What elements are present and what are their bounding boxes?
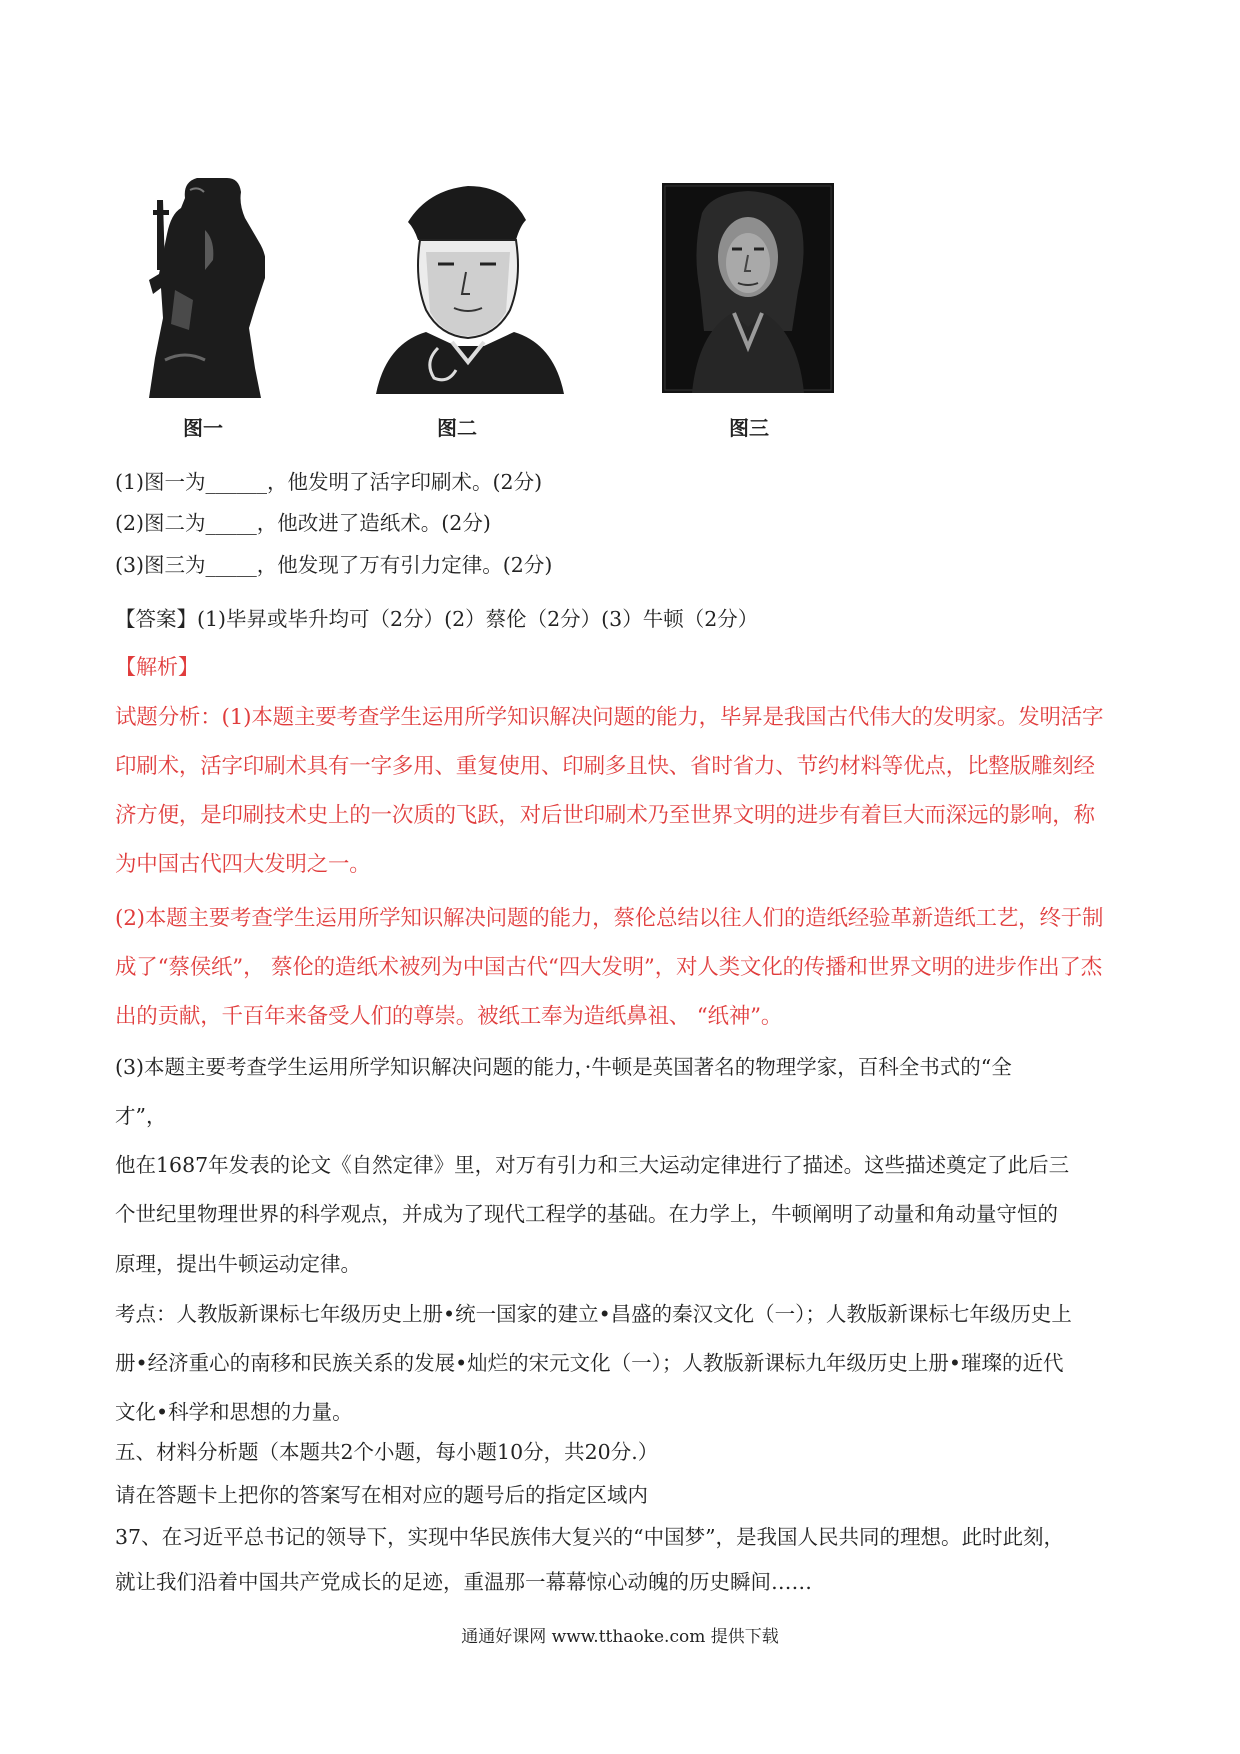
analysis-line: 才”， [115, 1104, 167, 1128]
figure-1-statue-image [135, 170, 265, 400]
section-heading: 五、材料分析题（本题共2个小题，每小题10分，共20分.） [115, 1440, 659, 1464]
kaodian-line: 文化•科学和思想的力量。 [115, 1400, 353, 1424]
question-2: (2)图二为_____，他改进了造纸术。(2分) [115, 511, 491, 535]
figure-3-photo-image [662, 183, 834, 393]
analysis-line: 个世纪里物理世界的科学观点，并成为了现代工程学的基础。在力学上，牛顿阐明了动量和角动量守恒的 [115, 1202, 1058, 1226]
statue-icon [135, 170, 265, 400]
analysis-red-line: 印刷术，活字印刷术具有一字多用、重复使用、印刷多且快、省时省力、节约材料等优点，比整版雕刻经 [115, 754, 1095, 779]
analysis-red-line: 试题分析：(1)本题主要考查学生运用所学知识解决问题的能力，毕昇是我国古代伟大的发明家。发明活字 [115, 705, 1104, 730]
kaodian-line: 考点：人教版新课标七年级历史上册•统一国家的建立•昌盛的秦汉文化（一）；人教版新课标七年级历史上 [115, 1302, 1072, 1326]
analysis-red-line: 济方便，是印刷技术史上的一次质的飞跃，对后世印刷术乃至世界文明的进步有着巨大而深远的影响，称 [115, 803, 1095, 828]
question-37-line: 37、在习近平总书记的领导下，实现中华民族伟大复兴的“中国梦”，是我国人民共同的理想。此时此刻， [115, 1525, 1065, 1549]
analysis-red-line: (2)本题主要考查学生运用所学知识解决问题的能力，蔡伦总结以往人们的造纸经验革新造纸工艺，终于制 [115, 906, 1104, 931]
figure-1-label: 图一 [183, 416, 223, 440]
analysis-line: 原理，提出牛顿运动定律。 [115, 1252, 361, 1276]
figure-2-portrait-image [368, 182, 568, 397]
analysis-red-line: 成了“蔡侯纸”， 蔡伦的造纸术被列为中国古代“四大发明”，对人类文化的传播和世界文明的进步作出了杰 [115, 955, 1103, 980]
figure-row [0, 0, 1240, 460]
answer-line: 【答案】(1)毕昇或毕升均可（2分）(2）蔡伦（2分）(3）牛顿（2分） [115, 607, 759, 631]
page-footer: 通通好课网 www.tthaoke.com 提供下载 [461, 1627, 779, 1647]
portrait-icon [368, 182, 568, 397]
figure-3-label: 图三 [729, 416, 769, 440]
analysis-line: 他在1687年发表的论文《自然定律》里，对万有引力和三大运动定律进行了描述。这些描述奠定了此后三 [115, 1153, 1070, 1177]
kaodian-line: 册•经济重心的南移和民族关系的发展•灿烂的宋元文化（一）；人教版新课标九年级历史上册•璀璨的近代 [115, 1351, 1064, 1375]
figure-2-label: 图二 [437, 416, 477, 440]
analysis-red-line: 出的贡献，千百年来备受人们的尊崇。被纸工奉为造纸鼻祖、 “纸神”。 [115, 1004, 783, 1029]
question-3: (3)图三为_____，他发现了万有引力定律。(2分) [115, 553, 553, 577]
question-37-line: 就让我们沿着中国共产党成长的足迹，重温那一幕幕惊心动魄的历史瞬间…… [115, 1570, 812, 1594]
question-1: (1)图一为______，他发明了活字印刷术。(2分) [115, 470, 543, 494]
analysis-line: (3)本题主要考查学生运用所学知识解决问题的能力，·牛顿是英国著名的物理学家，百科全书式的“全 [115, 1055, 1012, 1079]
photo-portrait-icon [662, 183, 834, 393]
section-instruction: 请在答题卡上把你的答案写在相对应的题号后的指定区域内 [115, 1483, 648, 1507]
analysis-heading: 【解析】 [115, 655, 199, 679]
analysis-red-line: 为中国古代四大发明之一。 [115, 852, 371, 877]
